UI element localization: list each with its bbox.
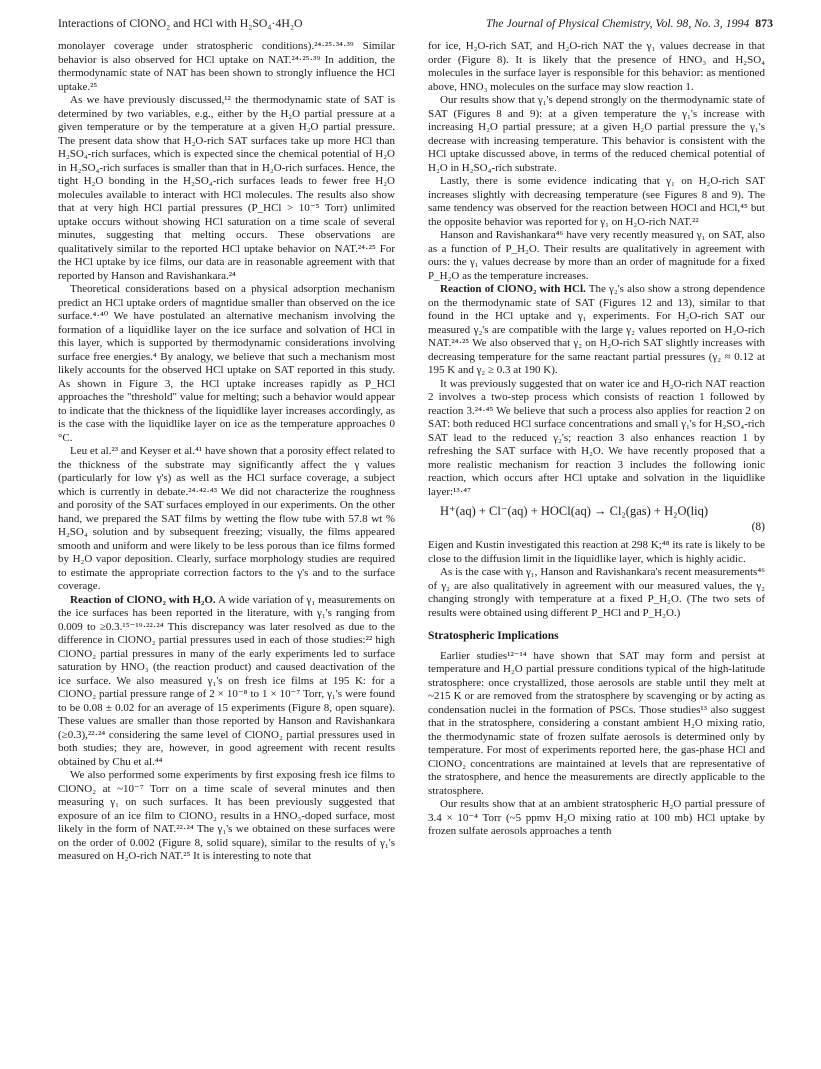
paragraph-text: A wide variation of γ₁ measurements on the ice surfaces has been reported in the literature, with γ₁'s ranging from 0.009 to ≥0.3.¹⁵⁻¹⁹·²²·²⁴ This discrepancy was later resolved as due to the difference in ClONO₂ partial pressures used in each of those studies:²² high ClONO₂ partial pressures in many of the early experiments led to surface saturation by HNO₃ (the reaction product) and caused deactivation of the ice surface. We also measured γ₁'s on fresh ice films at 195 K: for a ClONO₂ partial pressure range of 2 × 10⁻⁸ to 1 × 10⁻⁷ Torr, γ₁'s were found to be 0.08 ± 0.02 for an average of 15 experiments (Figure 8, open square). These values are smaller than those reported by Hanson and Ravishankara (≥0.3),²²·²⁴ considering the same level of ClONO₂ partial pressures used in both studies; they are, however, in good agreement with recent results obtained by Chu et al.⁴⁴ [58, 593, 395, 768]
paragraph: for ice, H₂O-rich SAT, and H₂O-rich NAT the γ₁ values decrease in that order (Figure 8). It is likely that the presence of HNO₃ and H₂SO₄ molecules in the surface layer is responsible for this behavior: as mentioned above, HNO₃ molecules on the surface may slow reaction 1. [428, 40, 765, 93]
left-column [58, 40, 395, 864]
equation-body: H⁺(aq) + Cl⁻(aq) + HOCl(aq) → Cl₂(gas) + H₂O(liq) [440, 504, 709, 518]
paragraph: Our results show that γ₁'s depend strongly on the thermodynamic state of SAT (Figures 8 and 9): at a given temperature the γ₁'s increase with increasing H₂O partial pressure; at a given H₂O partial pressure the γ₁'s decrease with increasing temperature. This behavior is consistent with the HCl uptake discussed above, in terms of the reduced chemical potential of H₂O in H₂SO₄-rich substrate. [428, 94, 765, 174]
paragraph: Our results show that at an ambient stratospheric H₂O partial pressure of 3.4 × 10⁻⁴ Torr (~5 ppmv H₂O mixing ratio at 100 mb) HCl uptake by frozen sulfate aerosols approaches a tenth [428, 798, 765, 837]
paragraph: Earlier studies¹²⁻¹⁴ have shown that SAT may form and persist at temperature and H₂O partial pressure conditions typical of the high-latitude stratosphere: once crystallized, those aerosols are stable until they melt at ~215 K or are removed from the stratosphere by scavenging or by acting as condensation nuclei in the formation of PSCs. Those studies¹³ also suggest that in the stratosphere, considering a constant ambient H₂O mixing ratio, the thermodynamic state of frozen sulfate aerosols is determined only by temperature. For most of experiments reported here, the gas-phase HCl and ClONO₂ concentrations are maintained at levels that are representative of the stratosphere, and hence the measurements are directly applicable to the stratosphere. [428, 649, 765, 797]
run-in-heading: Reaction of ClONO₂ with H₂O. [70, 593, 216, 606]
paragraph-with-run-in-head [58, 594, 395, 770]
paragraph: Leu et al.²³ and Keyser et al.⁴¹ have shown that a porosity effect related to the thickness of the substrate may significantly affect the γ values (particularly for low γ's) as well as the HCl surface coverage, a subject which is currently in debate.²⁴·⁴²·⁴³ We did not characterize the roughness and porosity of the SAT surfaces employed in our experiments. On the other hand, we prepared the SAT films by wetting the flow tube with 57.8 wt % H₂SO₄ solution and by subsequent freezing; visually, the films appeared smooth and uniform and were likely to be less porous than ice films formed by H₂O vapor deposition. Clearly, surface morphology studies are required to estimate the appropriate correction factors to the γ's and to the surface coverage. [58, 445, 395, 592]
journal-name: The Journal of Physical Chemistry, Vol. 98, No. 3, 1994 [485, 16, 750, 30]
paragraph: Hanson and Ravishankara⁴⁶ have very recently measured γ₁ on SAT, also as a function of P_H₂O. Their results are qualitatively in agreement with ours: the γ₁ values decrease by more than an order of magnitude for a fixed P_H₂O as the temperature increases. [428, 229, 765, 282]
paragraph: We also performed some experiments by first exposing fresh ice films to ClONO₂ at ~10⁻⁷ Torr on a time scale of several minutes and then measuring γ₁ on such surfaces. It has been previously suggested that exposure of an ice film to ClONO₂ results in a HNO₃-doped surface, most likely in the form of NAT.²²·²⁴ The γ₁'s we obtained on these surfaces were on the order of 0.002 (Figure 8, solid square), similar to the results of γ₁'s measured on H₂O-rich NAT.²⁵ It is interesting to note that [58, 769, 395, 862]
running-header [58, 14, 773, 32]
equation-number: (8) [751, 521, 765, 533]
right-column [428, 40, 765, 839]
running-title: Interactions of ClONO₂ and HCl with H₂SO₄·4H₂O [58, 16, 303, 30]
page-number: 873 [755, 16, 773, 30]
equation-8 [428, 505, 765, 535]
run-in-heading: Reaction of ClONO₂ with HCl. [440, 283, 586, 295]
paragraph: It was previously suggested that on water ice and H₂O-rich NAT reaction 2 involves a two-step process which consists of reaction 1 followed by reaction 3.²⁴·⁴⁵ We believe that such a process also applies for reaction 2 on SAT: both reduced HCl surface concentrations and small γ₁'s for H₂SO₄-rich SAT lead to the reduced γ₂'s; reaction 3 also enhances reaction 1 by refreshing the SAT surface with H₂O. We have recently proposed that a more realistic mechanism for reaction 3 includes the following ionic reaction, which occurs after HCl uptake and solvation in the liquidlike layer:¹³·⁴⁷ [428, 377, 765, 498]
paragraph: monolayer coverage under stratospheric conditions).²⁴·²⁵·³⁴·³⁹ Similar behavior is also observed for HCl uptake on NAT.²⁴·²⁵·³⁹ In addition, the thermodynamic state of NAT has been shown to strongly influence the HCl uptake.²⁵ [58, 40, 395, 93]
section-title: Stratospheric Implications [428, 630, 559, 642]
paragraph: Theoretical considerations based on a physical adsorption mechanism predict an HCl uptake orders of magntidue smaller than observed on the ice surface.⁴·⁴⁰ We have postulated an alternative mechanism involving the formation of a liquidlike layer on the ice surface and solvation of HCl in this layer, which is supported by thermodynamic considerations involving surface free energies.⁴ By analogy, we believe that such a mechanism most likely accounts for the observed HCl uptake on SAT reported in this study. As shown in Figure 3, the HCl uptake increases rapidly as P_HCl approaches the "threshold" value for melting; such a behavior would appear to indicate that the thickness of the liquidlike layer increases accordingly, as is the case with the liquidlike layer on ice as the temperature approaches 0 °C. [58, 283, 395, 444]
paragraph: Eigen and Kustin investigated this reaction at 298 K;⁴⁸ its rate is likely to be close to the diffusion limit in the liquidlike layer, which is highly acidic. [428, 539, 765, 565]
journal-citation [486, 14, 773, 32]
paragraph-with-run-in-head [428, 283, 765, 378]
paragraph: As we have previously discussed,¹² the thermodynamic state of SAT is determined by two variables, e.g., either by the H₂O partial pressure at a given temperature or by the temperature at a given H₂O partial pressure. The present data show that H₂O-rich SAT surfaces take up more HCl than H₂SO₄-rich surfaces, which is expected since the chemical potential of H₂O in H₂SO₄-rich surfaces is smaller than that in H₂O-rich surfaces. Hence, the tight H₂O bonding in the H₂SO₄-rich surfaces leads to fewer free H₂O molecules available to interact with HCl molecules. The results also show that at very high HCl partial pressures (P_HCl > 10⁻⁵ Torr) unlimited uptake occurs without showing HCl saturation on a time scale of several minutes, suggesting that melting occurs. These observations are qualitatively similar to the reported HCl uptake behavior on NAT.²⁴·²⁵ For the HCl uptake by ice films, our data are in reasonable agreement with that reported by Hanson and Ravishankara.²⁴ [58, 94, 395, 282]
paragraph: As is the case with γ₁, Hanson and Ravishankara's recent measurements⁴⁶ of γ₂ are also qualitatively in agreement with our measured values, the γ₂ changing strongly with temperature at a fixed P_H₂O. (The two sets of results were obtained using different P_HCl and P_H₂O.) [428, 566, 765, 619]
paragraph: Lastly, there is some evidence indicating that γ₁ on H₂O-rich SAT increases slightly with decreasing temperature (see Figures 8 and 9). The same tendency was observed for the reaction between HOCl and HCl,⁴⁵ but the opposite behavior was reported for γ₁ on H₂O-rich NAT.²² [428, 175, 765, 228]
paragraph-text: The γ₂'s also show a strong dependence on the thermodynamic state of SAT (Figures 12 and 13), similar to that found in the HCl uptake and γ₁ experiments. For H₂O-rich SAT our measured γ₂'s are compatible with the large γ₂ values reported on H₂O-rich NAT.²⁴·²⁵ We also observed that γ₂ on H₂O-rich SAT slightly increases with decreasing temperature for the same reactant partial pressures (γ₂ ≈ 0.12 at 195 K and γ₂ ≥ 0.3 at 190 K). [428, 283, 765, 376]
